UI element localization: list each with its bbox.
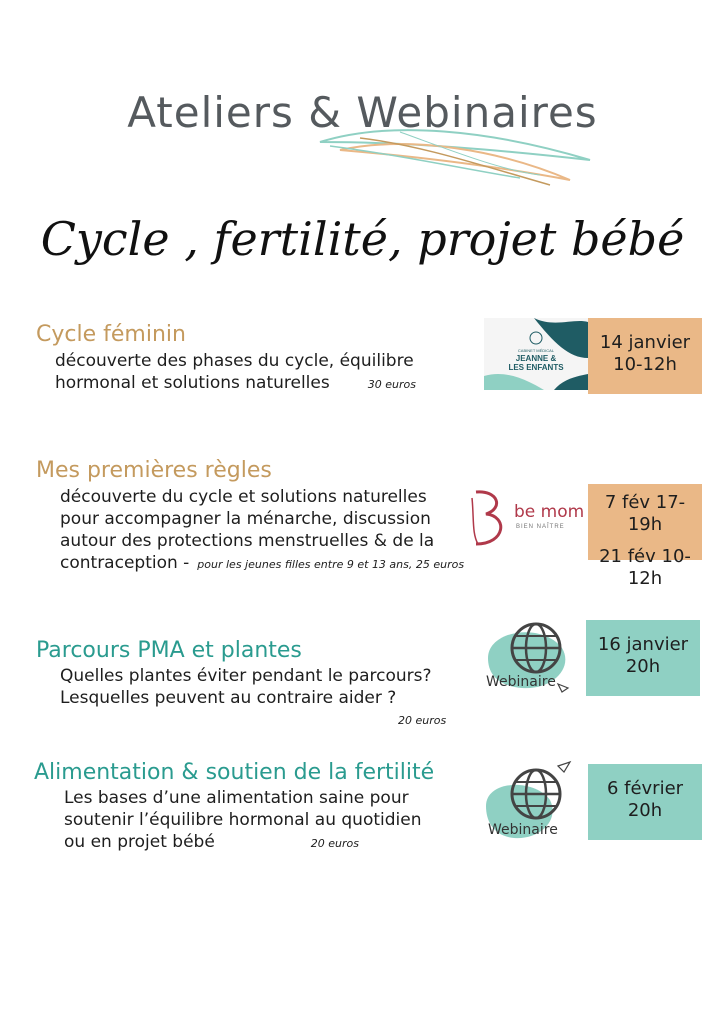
webinar-label: Webinaire: [488, 822, 558, 838]
date-badge: 16 janvier 20h: [586, 620, 700, 696]
date-badge: 14 janvier 10-12h: [588, 318, 702, 394]
be-mom-logo: be mom BIEN NAÎTRE: [468, 488, 588, 548]
description-line: découverte du cycle et solutions naturelles: [60, 487, 427, 507]
event-title-alimentation-fertilite: Alimentation & soutien de la fertilité: [34, 760, 435, 785]
description-line: soutenir l’équilibre hormonal au quotidien: [64, 810, 422, 830]
event-description: [60, 486, 464, 576]
event-price: 30 euros: [367, 378, 416, 391]
date-badge: 6 février 20h: [588, 764, 702, 840]
event-title-cycle-feminin: Cycle féminin: [36, 322, 186, 347]
event-price: 20 euros: [398, 714, 447, 727]
event-price: pour les jeunes filles entre 9 et 13 ans, 25 euros: [197, 558, 465, 571]
jeanne-les-enfants-logo: CABINET MÉDICAL JEANNE & LES ENFANTS: [484, 318, 588, 390]
description-line: hormonal et solutions naturelles 30 euros: [55, 373, 416, 393]
event-description: [64, 787, 421, 855]
description-line: découverte des phases du cycle, équilibre: [55, 351, 414, 371]
event-price: 20 euros: [310, 837, 359, 850]
webinar-label: Webinaire: [486, 674, 556, 690]
webinar-badge: [482, 618, 582, 708]
description-line: contraception - pour les jeunes filles entre 9 et 13 ans, 25 euros: [60, 553, 465, 573]
subtitle: Cycle , fertilité, projet bébé: [40, 212, 685, 266]
description-line: Les bases d’une alimentation saine pour: [64, 788, 409, 808]
description-line: autour des protections menstruelles & de la: [60, 531, 435, 551]
date-badge: 7 fév 17-19h 21 fév 10-12h: [588, 484, 702, 560]
event-title-pma-plantes: Parcours PMA et plantes: [36, 638, 302, 663]
event-title-premieres-regles: Mes premières règles: [36, 458, 272, 483]
description-line: Quelles plantes éviter pendant le parcours?: [60, 666, 432, 686]
description-line: ou en projet bébé 20 euros: [64, 832, 359, 852]
page-title: Ateliers & Webinaires: [127, 88, 598, 137]
description-line: Lesquelles peuvent au contraire aider ?: [60, 688, 397, 708]
event-description: [55, 350, 416, 396]
event-description: [60, 665, 432, 709]
leaf-decoration-icon: [300, 120, 600, 190]
webinar-badge: [484, 760, 584, 850]
description-line: pour accompagner la ménarche, discussion: [60, 509, 431, 529]
